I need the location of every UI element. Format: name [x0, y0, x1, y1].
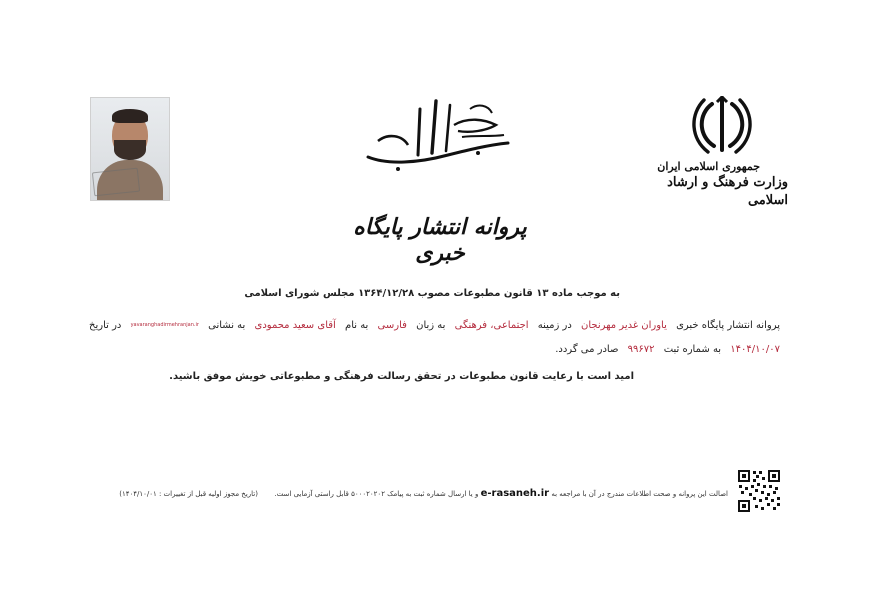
language-value: فارسی [377, 320, 407, 331]
owner-value: آقای سعید محمودی [254, 320, 336, 331]
legal-basis: به موجب ماده ۱۳ قانون مطبوعات مصوب ۱۳۶۴/۱۲/۲۸ مجلس شورای اسلامی [244, 288, 620, 299]
verification-footer [119, 488, 728, 499]
field-label: در زمینه [537, 320, 572, 331]
iran-emblem-icon [690, 96, 754, 154]
address-label: به نشانی [208, 320, 246, 331]
date-label: در تاریخ [89, 320, 122, 331]
date-value: ۱۴۰۴/۱۰/۰۷ [730, 344, 780, 355]
address-value: yavaranghadirmehranjan.ir [130, 322, 199, 328]
permit-line-2 [555, 344, 780, 355]
reg-label: به شماره ثبت [663, 344, 722, 355]
footer-note: (تاریخ مجوز اولیه قبل از تغییرات : ۱۴۰۴/۱۰/۰۱) [119, 490, 258, 498]
permit-line-1 [89, 320, 780, 331]
portrait-photo [90, 97, 170, 201]
ministry-name [640, 160, 788, 210]
verification-link[interactable]: e-rasaneh.ir [480, 488, 550, 499]
reg-value: ۹۹۶۷۲ [627, 344, 655, 355]
qr-code-icon [737, 469, 781, 513]
certificate-title: پروانه انتشار پایگاه خبری [353, 214, 527, 266]
footer-text-before: اصالت این پروانه و صحت اطلاعات مندرج در آن با مراجعه به [551, 490, 728, 498]
ministry-line2: وزارت فرهنگ و ارشاد اسلامی [667, 175, 788, 208]
owner-label: به نام [345, 320, 369, 331]
language-label: به زبان [416, 320, 446, 331]
bismillah-calligraphy [358, 95, 528, 175]
outlet-name: یاوران غدیر مهرنجان [581, 320, 667, 331]
footer-text-after: و یا ارسال شماره ثبت به پیامک ۵۰۰۰۲۰۲۰۲ قابل راستی آزمایی است. [274, 490, 479, 498]
closing-text: امید است با رعایت قانون مطبوعات در تحقق رسالت فرهنگی و مطبوعاتی خویش موفق باشید. [169, 371, 634, 382]
ministry-line1: جمهوری اسلامی ایران [657, 160, 760, 173]
field-value: اجتماعی، فرهنگی [454, 320, 529, 331]
issued-text: صادر می گردد. [555, 344, 619, 355]
permit-intro: پروانه انتشار پایگاه خبری [676, 320, 780, 331]
